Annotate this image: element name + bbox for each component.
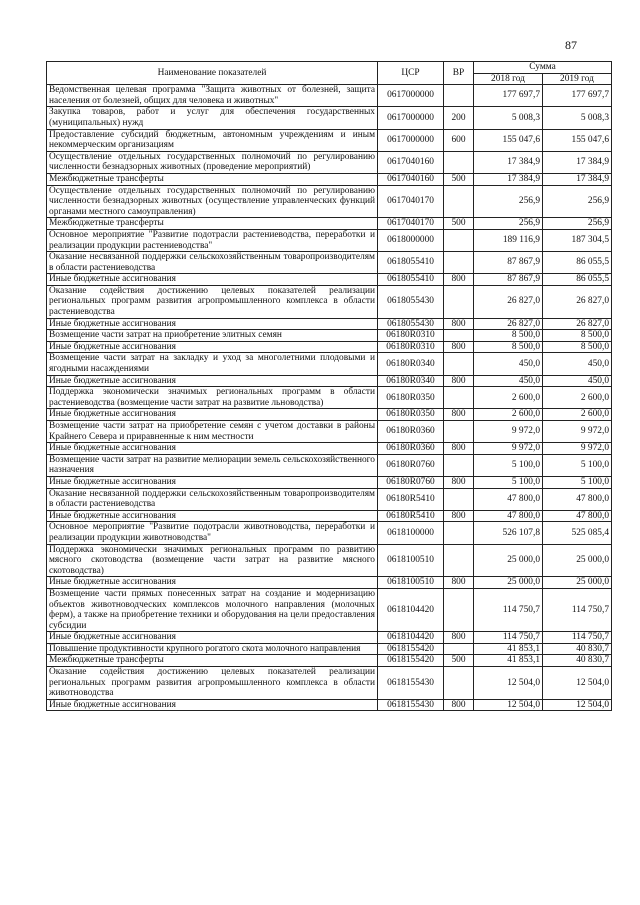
row-csr: 06180R0350 — [378, 409, 444, 421]
row-amount-2018: 17 384,9 — [474, 151, 543, 173]
row-vr — [444, 488, 474, 510]
table-row — [47, 173, 612, 185]
row-csr: 0618155420 — [378, 643, 444, 655]
table-row — [47, 85, 612, 107]
row-name: Поддержка экономически значимых региональных программ в области растениеводства (возмещение части затрат на развитие льноводства) — [47, 387, 378, 409]
row-amount-2019: 12 504,0 — [543, 667, 612, 700]
row-vr — [444, 353, 474, 375]
row-amount-2019: 155 047,6 — [543, 129, 612, 151]
row-name: Оказание содействия достижению целевых показателей реализации региональных программ развития агропромышленного комплекса в области растениеводства — [47, 285, 378, 318]
row-amount-2019: 40 830,7 — [543, 655, 612, 667]
row-amount-2018: 41 853,1 — [474, 643, 543, 655]
row-amount-2019: 177 697,7 — [543, 85, 612, 107]
row-vr — [444, 588, 474, 631]
row-vr: 800 — [444, 341, 474, 353]
row-vr — [444, 667, 474, 700]
row-csr: 06180R0340 — [378, 375, 444, 387]
table-row — [47, 252, 612, 274]
table-row — [47, 667, 612, 700]
row-csr: 0617040160 — [378, 151, 444, 173]
row-csr: 06180R0340 — [378, 353, 444, 375]
row-name: Ведомственная целевая программа "Защита животных от болезней, защита населения от болезней, общих для человека и животных" — [47, 85, 378, 107]
row-amount-2018: 2 600,0 — [474, 387, 543, 409]
header-year-2018: 2018 год — [474, 73, 543, 85]
row-amount-2019: 12 504,0 — [543, 699, 612, 711]
row-name: Иные бюджетные ассигнования — [47, 318, 378, 330]
row-name: Межбюджетные трансферты — [47, 655, 378, 667]
row-name: Иные бюджетные ассигнования — [47, 443, 378, 455]
row-csr: 0618055410 — [378, 274, 444, 286]
row-vr — [444, 330, 474, 342]
table-row — [47, 643, 612, 655]
row-amount-2018: 450,0 — [474, 375, 543, 387]
row-csr: 0617000000 — [378, 85, 444, 107]
row-amount-2018: 9 972,0 — [474, 421, 543, 443]
row-amount-2018: 12 504,0 — [474, 699, 543, 711]
row-amount-2018: 25 000,0 — [474, 577, 543, 589]
table-row — [47, 577, 612, 589]
row-vr: 800 — [444, 476, 474, 488]
row-name: Иные бюджетные ассигнования — [47, 409, 378, 421]
table-row — [47, 409, 612, 421]
row-name: Предоставление субсидий бюджетным, автономным учреждениям и иным некоммерческим организациям — [47, 129, 378, 151]
row-vr: 500 — [444, 173, 474, 185]
table-row — [47, 151, 612, 173]
table-row — [47, 330, 612, 342]
row-csr: 0617000000 — [378, 107, 444, 129]
table-row — [47, 285, 612, 318]
row-amount-2019: 8 500,0 — [543, 330, 612, 342]
row-amount-2018: 41 853,1 — [474, 655, 543, 667]
table-row — [47, 699, 612, 711]
row-csr: 0618155430 — [378, 667, 444, 700]
row-vr — [444, 643, 474, 655]
row-name: Межбюджетные трансферты — [47, 173, 378, 185]
row-name: Иные бюджетные ассигнования — [47, 699, 378, 711]
row-amount-2018: 189 116,9 — [474, 229, 543, 251]
row-csr: 06180R0360 — [378, 443, 444, 455]
row-amount-2019: 86 055,5 — [543, 274, 612, 286]
table-row — [47, 129, 612, 151]
row-csr: 0617040170 — [378, 218, 444, 230]
table-row — [47, 544, 612, 577]
header-csr: ЦСР — [378, 62, 444, 85]
row-amount-2018: 2 600,0 — [474, 409, 543, 421]
row-csr: 0618055430 — [378, 318, 444, 330]
row-vr — [444, 522, 474, 544]
row-vr — [444, 229, 474, 251]
table-row — [47, 218, 612, 230]
row-csr: 06180R0760 — [378, 476, 444, 488]
row-name: Возмещение части затрат на развитие мелиорации земель сельскохозяйственного назначения — [47, 454, 378, 476]
row-amount-2018: 155 047,6 — [474, 129, 543, 151]
row-csr: 06180R0360 — [378, 421, 444, 443]
row-csr: 0618104420 — [378, 588, 444, 631]
row-vr: 500 — [444, 655, 474, 667]
row-amount-2019: 5 100,0 — [543, 454, 612, 476]
row-vr: 800 — [444, 577, 474, 589]
row-amount-2019: 17 384,9 — [543, 173, 612, 185]
page-number: 87 — [565, 38, 577, 52]
row-name: Возмещение части затрат на закладку и уход за многолетними плодовыми и ягодными насаждениями — [47, 353, 378, 375]
row-amount-2018: 25 000,0 — [474, 544, 543, 577]
row-amount-2019: 26 827,0 — [543, 318, 612, 330]
row-amount-2018: 450,0 — [474, 353, 543, 375]
table-row — [47, 387, 612, 409]
row-amount-2019: 5 100,0 — [543, 476, 612, 488]
row-name: Иные бюджетные ассигнования — [47, 632, 378, 644]
table-row — [47, 274, 612, 286]
table-row — [47, 185, 612, 218]
row-vr — [444, 252, 474, 274]
row-csr: 0618155420 — [378, 655, 444, 667]
row-amount-2018: 47 800,0 — [474, 510, 543, 522]
table-row — [47, 318, 612, 330]
row-name: Оказание несвязанной поддержки сельскохозяйственным товаропроизводителям в области растениеводства — [47, 252, 378, 274]
header-name: Наименование показателей — [47, 62, 378, 85]
row-name: Иные бюджетные ассигнования — [47, 375, 378, 387]
header-year-2019: 2019 год — [543, 73, 612, 85]
row-name: Межбюджетные трансферты — [47, 218, 378, 230]
row-amount-2019: 5 008,3 — [543, 107, 612, 129]
row-vr: 200 — [444, 107, 474, 129]
row-amount-2019: 525 085,4 — [543, 522, 612, 544]
row-vr — [444, 387, 474, 409]
row-amount-2018: 12 504,0 — [474, 667, 543, 700]
row-vr: 800 — [444, 409, 474, 421]
table-row — [47, 476, 612, 488]
row-vr: 800 — [444, 318, 474, 330]
row-amount-2018: 87 867,9 — [474, 252, 543, 274]
row-name: Иные бюджетные ассигнования — [47, 274, 378, 286]
row-amount-2018: 8 500,0 — [474, 330, 543, 342]
row-csr: 06180R5410 — [378, 488, 444, 510]
row-vr — [444, 544, 474, 577]
table-row — [47, 107, 612, 129]
row-name: Возмещение части затрат на приобретение семян с учетом доставки в районы Крайнего Севера и приравненные к ним местности — [47, 421, 378, 443]
table-row — [47, 588, 612, 631]
row-amount-2019: 25 000,0 — [543, 544, 612, 577]
row-csr: 06180R0310 — [378, 341, 444, 353]
row-amount-2018: 5 100,0 — [474, 476, 543, 488]
row-amount-2019: 8 500,0 — [543, 341, 612, 353]
row-amount-2018: 26 827,0 — [474, 318, 543, 330]
row-vr: 800 — [444, 699, 474, 711]
table-row — [47, 454, 612, 476]
table-row — [47, 443, 612, 455]
row-amount-2019: 47 800,0 — [543, 510, 612, 522]
row-name: Иные бюджетные ассигнования — [47, 510, 378, 522]
row-name: Поддержка экономически значимых региональных программ по развитию мясного скотоводства (возмещение части затрат на развитие мясного скотоводства) — [47, 544, 378, 577]
row-name: Основное мероприятие "Развитие подотрасли растениеводства, переработки и реализации продукции растениеводства" — [47, 229, 378, 251]
budget-table — [46, 61, 612, 711]
row-csr: 0618055410 — [378, 252, 444, 274]
row-csr: 0617000000 — [378, 129, 444, 151]
row-amount-2019: 114 750,7 — [543, 588, 612, 631]
table-row — [47, 229, 612, 251]
row-vr: 800 — [444, 274, 474, 286]
row-amount-2018: 87 867,9 — [474, 274, 543, 286]
table-body — [47, 85, 612, 711]
row-amount-2019: 17 384,9 — [543, 151, 612, 173]
row-vr — [444, 421, 474, 443]
row-amount-2018: 17 384,9 — [474, 173, 543, 185]
row-amount-2019: 9 972,0 — [543, 421, 612, 443]
row-amount-2018: 5 008,3 — [474, 107, 543, 129]
row-amount-2018: 256,9 — [474, 218, 543, 230]
row-vr: 800 — [444, 443, 474, 455]
row-csr: 0617040160 — [378, 173, 444, 185]
table-row — [47, 341, 612, 353]
row-amount-2018: 5 100,0 — [474, 454, 543, 476]
table-row — [47, 375, 612, 387]
row-csr: 0618100510 — [378, 544, 444, 577]
row-csr: 0617040170 — [378, 185, 444, 218]
row-amount-2019: 450,0 — [543, 353, 612, 375]
row-amount-2019: 47 800,0 — [543, 488, 612, 510]
row-amount-2018: 256,9 — [474, 185, 543, 218]
row-name: Осуществление отдельных государственных полномочий по регулированию численности безнадзорных животных (осуществление управленческих функций органами местного самоуправления) — [47, 185, 378, 218]
row-vr: 500 — [444, 218, 474, 230]
row-name: Оказание содействия достижению целевых показателей реализации региональных программ развития агропромышленного комплекса в области животноводства — [47, 667, 378, 700]
row-amount-2019: 2 600,0 — [543, 387, 612, 409]
row-name: Закупка товаров, работ и услуг для обеспечения государственных (муниципальных) нужд — [47, 107, 378, 129]
table-row — [47, 353, 612, 375]
row-csr: 0618055430 — [378, 285, 444, 318]
row-csr: 0618100000 — [378, 522, 444, 544]
row-csr: 0618000000 — [378, 229, 444, 251]
row-vr — [444, 285, 474, 318]
row-amount-2018: 8 500,0 — [474, 341, 543, 353]
row-name: Иные бюджетные ассигнования — [47, 341, 378, 353]
header-sum: Сумма — [474, 62, 612, 74]
row-vr — [444, 85, 474, 107]
row-name: Оказание несвязанной поддержки сельскохозяйственным товаропроизводителям в области растениеводства — [47, 488, 378, 510]
row-amount-2019: 256,9 — [543, 185, 612, 218]
row-amount-2019: 256,9 — [543, 218, 612, 230]
row-csr: 06180R0310 — [378, 330, 444, 342]
table-row — [47, 632, 612, 644]
row-amount-2019: 86 055,5 — [543, 252, 612, 274]
row-amount-2018: 9 972,0 — [474, 443, 543, 455]
row-csr: 06180R0760 — [378, 454, 444, 476]
row-amount-2019: 2 600,0 — [543, 409, 612, 421]
table-row — [47, 655, 612, 667]
row-amount-2018: 26 827,0 — [474, 285, 543, 318]
row-name: Иные бюджетные ассигнования — [47, 476, 378, 488]
row-csr: 0618104420 — [378, 632, 444, 644]
row-vr: 800 — [444, 375, 474, 387]
row-name: Иные бюджетные ассигнования — [47, 577, 378, 589]
row-name: Возмещение части затрат на приобретение элитных семян — [47, 330, 378, 342]
row-vr: 800 — [444, 632, 474, 644]
row-amount-2018: 114 750,7 — [474, 588, 543, 631]
row-amount-2019: 450,0 — [543, 375, 612, 387]
row-amount-2019: 25 000,0 — [543, 577, 612, 589]
row-csr: 06180R5410 — [378, 510, 444, 522]
row-amount-2018: 177 697,7 — [474, 85, 543, 107]
table-row — [47, 421, 612, 443]
row-amount-2018: 526 107,8 — [474, 522, 543, 544]
table-header — [47, 62, 612, 85]
row-csr: 0618155430 — [378, 699, 444, 711]
row-vr — [444, 185, 474, 218]
row-name: Повышение продуктивности крупного рогатого скота молочного направления — [47, 643, 378, 655]
row-name: Основное мероприятие "Развитие подотрасли животноводства, переработки и реализации продукции животноводства" — [47, 522, 378, 544]
row-vr: 800 — [444, 510, 474, 522]
row-amount-2019: 40 830,7 — [543, 643, 612, 655]
row-vr — [444, 454, 474, 476]
row-name: Возмещение части прямых понесенных затрат на создание и модернизацию объектов животноводческих комплексов молочного направления (молочных ферм), а также на приобретение техники и оборудования на цели предоставления субсидии — [47, 588, 378, 631]
row-vr: 600 — [444, 129, 474, 151]
table-row — [47, 488, 612, 510]
row-name: Осуществление отдельных государственных полномочий по регулированию численности безнадзорных животных (проведение мероприятий) — [47, 151, 378, 173]
table-row — [47, 522, 612, 544]
row-csr: 0618100510 — [378, 577, 444, 589]
row-vr — [444, 151, 474, 173]
table-row — [47, 510, 612, 522]
row-amount-2019: 187 304,5 — [543, 229, 612, 251]
row-amount-2018: 114 750,7 — [474, 632, 543, 644]
row-amount-2019: 114 750,7 — [543, 632, 612, 644]
header-vr: ВР — [444, 62, 474, 85]
row-amount-2019: 26 827,0 — [543, 285, 612, 318]
row-csr: 06180R0350 — [378, 387, 444, 409]
row-amount-2019: 9 972,0 — [543, 443, 612, 455]
row-amount-2018: 47 800,0 — [474, 488, 543, 510]
